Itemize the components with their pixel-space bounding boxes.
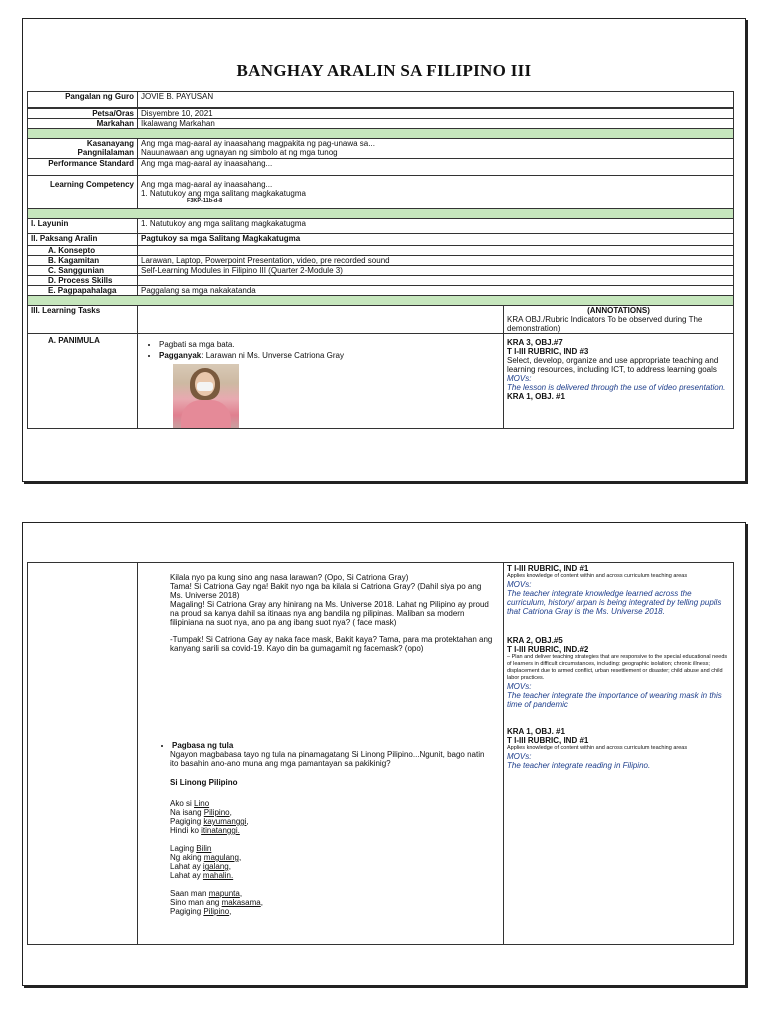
kagamitan-value: Larawan, Laptop, Powerpoint Presentation, video, pre recorded sound xyxy=(138,256,734,266)
kagamitan-label: B. Kagamitan xyxy=(28,256,138,266)
details-table xyxy=(27,108,734,429)
konsepto-label: A. Konsepto xyxy=(28,246,138,256)
tula-intro: Ngayon magbabasa tayo ng tula na pinamagatang Si Linong Pilipino...Ngunit, bago natin ito basahin ano-ano muna ang mga pamantayan sa pakikinig? xyxy=(170,750,485,768)
dialog-4: -Tumpak! Si Catriona Gay ay naka face mask, Bakit kaya? Tama, para ma protektahan ang kanyang sarili sa covid-19. Kayo din ba gumagamit ng facemask? (opo) xyxy=(170,635,493,653)
document-page-1 xyxy=(22,18,746,482)
pagpapahalaga-value: Paggalang sa mga nakakatanda xyxy=(138,286,734,296)
catriona-gray-photo xyxy=(173,364,239,428)
dialog-3: Magaling! Si Catriona Gray any hinirang na Ms. Universe 2018. Lahat ng Pilipino ay proud na proud sa kanya dahil sa itinaas nya ang bandila ng pilipinas. Maliban sa modern filipiniana na suot nya, ano pa ang ibang suot nya? ( face mask) xyxy=(170,600,489,627)
layunin-label: I. Layunin xyxy=(28,219,138,234)
bullet-pagganyak: • Pagganyak: Larawan ni Ms. Unverse Catriona Gray xyxy=(159,351,500,360)
konsepto-value xyxy=(138,246,734,256)
teacher-label: Pangalan ng Guro xyxy=(28,92,138,108)
green-separator-2 xyxy=(28,209,734,219)
green-separator-3 xyxy=(28,296,734,306)
date-value: Disyembre 10, 2021 xyxy=(138,109,734,119)
page2-table xyxy=(27,562,734,945)
header-table xyxy=(27,91,734,108)
layunin-value: 1. Natutukoy ang mga salitang magkakatugma xyxy=(138,219,734,234)
document-page-2 xyxy=(22,522,746,986)
process-skills-value xyxy=(138,276,734,286)
bullet-pagbasa-ng-tula: • Pagbasa ng tula xyxy=(172,741,495,750)
poem-stanza-3: Saan man mapunta, Sino man ang makasama, Pagiging Pilipino, xyxy=(170,889,263,916)
green-separator xyxy=(28,129,734,139)
learning-tasks-blank xyxy=(138,306,504,334)
competency-code: F3KP-11b-d-8 xyxy=(187,198,223,204)
dialog-2: Tama! Si Catriona Gay nga! Bakit nyo nga ba kilala si Catriona Gray? (Dahil siya po ang Ms. Universe 2018) xyxy=(170,582,482,600)
panimula-annotations: KRA 3, OBJ.#7 T I-III RUBRIC, IND #3 Select, develop, organize and use appropriate teaching and learning resources, including ICT, to address learning goals MOVs: The lesson is delivered through the use of video presentation. KRA 1, OBJ. #1 xyxy=(504,334,734,429)
performance-standard-label: Performance Standard xyxy=(28,159,138,176)
document-title: BANGHAY ARALIN SA FILIPINO III xyxy=(236,61,532,80)
poem-stanza-2: Laging Bilin Ng aking magulang, Lahat ay igalang, Lahat ay mahalin. xyxy=(170,844,242,880)
poem-stanza-1: Ako si Lino Na isang Pilipino, Pagiging kayumanggi, Hindi ko itinatanggi. xyxy=(170,799,249,835)
date-label: Petsa/Oras xyxy=(28,109,138,119)
content-standard-label: Kasanayang Pangnilalaman xyxy=(28,139,138,159)
learning-competency-value: Ang mga mag-aaral ay inaasahang... 1. Natutukoy ang mga salitang magkakatugma F3KP-11b-d-8 xyxy=(138,176,734,209)
teacher-value: JOVIE B. PAYUSAN xyxy=(138,92,734,108)
sanggunian-label: C. Sanggunian xyxy=(28,266,138,276)
paksa-value: Pagtukoy sa mga Salitang Magkakatugma xyxy=(138,234,734,246)
content-standard-value: Ang mga mag-aaral ay inaasahang magpakita ng pag-unawa sa... Nauunawaan ang ugnayan ng simbolo at ng mga tunog xyxy=(138,139,734,159)
quarter-label: Markahan xyxy=(28,119,138,129)
annotations-header: (ANNOTATIONS) KRA OBJ./Rubric Indicators To be observed during The demonstration) xyxy=(504,306,734,334)
panimula-label: A. PANIMULA xyxy=(28,334,138,429)
poem-title: Si Linong Pilipino xyxy=(170,778,238,787)
dialog-1: Kilala nyo pa kung sino ang nasa larawan? (Opo, Si Catriona Gray) xyxy=(170,573,409,582)
page2-annotations: T I-III RUBRIC, IND #1 Applies knowledge of content within and across curriculum teaching areas MOVs: The teacher integrate knowledge learned across the curriculum, history/ arpan is being integrated by telling pupils that Catriona Gray is the Ms. Universe 2018. KRA 2, OBJ.#5 T I-III RUBRIC, IND.#2 – Plan and deliver teaching strategies that are responsive to the special educational needs of learners in difficult circumstances, including: geographic isolation; chronic illness; displacement due to armed conflict, urban resettlement or disaster; child abuse and child labor practices. MOVs: The teacher integrate the importance of wearing mask in this time of pandemic KRA 1, OBJ. #1 T I-III RUBRIC, IND #1 Applies knowledge of content within and across curriculum teaching areas MOVs: The teacher integrate reading in Filipino. xyxy=(504,563,734,945)
poem xyxy=(170,799,495,916)
page2-label-col xyxy=(28,563,138,945)
paksa-label: II. Paksang Aralin xyxy=(28,234,138,246)
process-skills-label: D. Process Skills xyxy=(28,276,138,286)
pagpapahalaga-label: E. Pagpapahalaga xyxy=(28,286,138,296)
sanggunian-value: Self-Learning Modules in Filipino III (Quarter 2-Module 3) xyxy=(138,266,734,276)
bullet-pagbati: • Pagbati sa mga bata. xyxy=(159,340,500,349)
page2-content xyxy=(138,563,504,945)
learning-competency-label: Learning Competency xyxy=(28,176,138,209)
learning-tasks-label: III. Learning Tasks xyxy=(28,306,138,334)
panimula-content xyxy=(138,334,504,429)
performance-standard-value: Ang mga mag-aaral ay inaasahang... xyxy=(138,159,734,176)
quarter-value: Ikalawang Markahan xyxy=(138,119,734,129)
